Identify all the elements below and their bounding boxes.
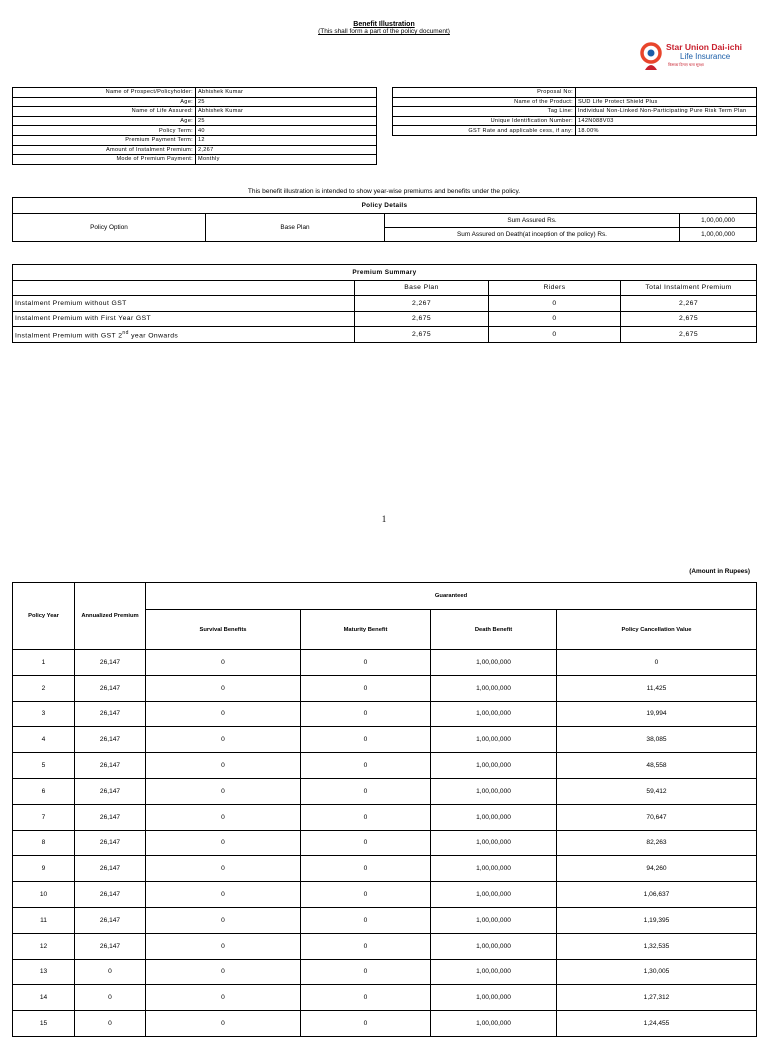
benefit-table-row [13,830,757,856]
proposer-label: Mode of Premium Payment: [13,155,196,165]
annualized-premium-cell: 26,147 [75,701,146,727]
death-benefit-cell: 1,00,00,000 [431,959,557,985]
sum-assured-death-value: 1,00,00,000 [680,228,757,242]
cancellation-value-cell: 1,27,312 [557,985,757,1011]
premium-row-cell: 0 [489,327,621,343]
product-value: SUD Life Protect Shield Plus [576,97,757,107]
maturity-benefit-cell: 0 [301,907,431,933]
survival-benefit-cell: 0 [146,959,301,985]
policy-year-cell: 3 [13,701,75,727]
benefit-table-row [13,933,757,959]
benefit-table-row [13,753,757,779]
premium-summary-row [13,311,757,327]
premium-summary-row [13,296,757,312]
proposer-row [13,107,377,117]
col-policy-cancellation-value: Policy Cancellation Value [557,610,757,650]
col-group-guaranteed: Guaranteed [146,583,757,610]
product-row [393,116,757,126]
survival-benefit-cell: 0 [146,1011,301,1037]
premium-summary-table [12,264,757,343]
maturity-benefit-cell: 0 [301,882,431,908]
logo-company-subname: Life Insurance [680,52,731,61]
benefit-table-row [13,727,757,753]
product-info-table [392,87,757,136]
survival-benefit-cell: 0 [146,727,301,753]
annualized-premium-cell: 26,147 [75,856,146,882]
policy-year-cell: 2 [13,675,75,701]
maturity-benefit-cell: 0 [301,856,431,882]
survival-benefit-cell: 0 [146,804,301,830]
product-label: Unique Identification Number: [393,116,576,126]
premium-col-riders: Riders [489,280,621,296]
policy-year-cell: 13 [13,959,75,985]
cancellation-value-cell: 38,085 [557,727,757,753]
premium-row-cell: 0 [489,311,621,327]
death-benefit-cell: 1,00,00,000 [431,856,557,882]
annualized-premium-cell: 26,147 [75,882,146,908]
premium-col-total: Total Instalment Premium [621,280,757,296]
annualized-premium-cell: 0 [75,985,146,1011]
col-survival-benefits: Survival Benefits [146,610,301,650]
cancellation-value-cell: 0 [557,650,757,676]
premium-row-label-start: Instalment Premium with GST 2 [15,331,123,339]
premium-row-label-end: year Onwards [128,331,179,339]
cancellation-value-cell: 1,24,455 [557,1011,757,1037]
maturity-benefit-cell: 0 [301,1011,431,1037]
annualized-premium-cell: 26,147 [75,907,146,933]
policy-year-cell: 11 [13,907,75,933]
maturity-benefit-cell: 0 [301,959,431,985]
death-benefit-cell: 1,00,00,000 [431,701,557,727]
proposer-label: Name of Life Assured: [13,107,196,117]
proposer-label: Age: [13,97,196,107]
death-benefit-cell: 1,00,00,000 [431,804,557,830]
sum-assured-label: Sum Assured Rs. [385,214,680,228]
death-benefit-cell: 1,00,00,000 [431,933,557,959]
product-row [393,97,757,107]
product-row [393,126,757,136]
survival-benefit-cell: 0 [146,701,301,727]
survival-benefit-cell: 0 [146,907,301,933]
product-value: Individual Non-Linked Non-Participating Pure Risk Term Plan [576,107,757,117]
premium-row-cell: 2,267 [355,296,489,312]
policy-details-heading: Policy Details [13,198,757,214]
benefit-table-row [13,856,757,882]
premium-row-cell: 0 [489,296,621,312]
col-maturity-benefit: Maturity Benefit [301,610,431,650]
cancellation-value-cell: 1,19,395 [557,907,757,933]
cancellation-value-cell: 19,994 [557,701,757,727]
proposer-row [13,116,377,126]
proposer-row [13,155,377,165]
benefit-table-row [13,985,757,1011]
product-row [393,107,757,117]
policy-option-label: Policy Option [13,214,206,242]
benefit-illustration-table [12,582,757,1037]
survival-benefit-cell: 0 [146,985,301,1011]
proposer-value: 12 [196,135,377,145]
survival-benefit-cell: 0 [146,856,301,882]
benefit-table-row [13,675,757,701]
benefit-table-row [13,959,757,985]
premium-row-cell: 2,675 [621,311,757,327]
cancellation-value-cell: 1,06,637 [557,882,757,908]
logo-company-name: Star Union Dai-ichi [666,42,743,52]
maturity-benefit-cell: 0 [301,650,431,676]
policy-year-cell: 15 [13,1011,75,1037]
policy-year-cell: 4 [13,727,75,753]
policy-year-cell: 10 [13,882,75,908]
benefit-table-row [13,804,757,830]
policy-year-cell: 1 [13,650,75,676]
proposer-label: Policy Term: [13,126,196,136]
benefit-table-row [13,778,757,804]
premium-row-label [13,327,355,343]
logo-emblem-icon [640,42,662,72]
annualized-premium-cell: 26,147 [75,650,146,676]
death-benefit-cell: 1,00,00,000 [431,778,557,804]
survival-benefit-cell: 0 [146,675,301,701]
death-benefit-cell: 1,00,00,000 [431,727,557,753]
proposer-value: Abhishek Kumar [196,107,377,117]
maturity-benefit-cell: 0 [301,675,431,701]
document-title: Benefit Illustration [353,21,415,28]
document-title-block [0,21,768,35]
proposer-row [13,88,377,98]
annualized-premium-cell: 26,147 [75,727,146,753]
annualized-premium-cell: 26,147 [75,675,146,701]
cancellation-value-cell: 59,412 [557,778,757,804]
premium-row-cell: 2,267 [621,296,757,312]
cancellation-value-cell: 11,425 [557,675,757,701]
document-subtitle: (This shall form a part of the policy document) [318,28,450,35]
premium-row-label: Instalment Premium without GST [13,296,355,312]
death-benefit-cell: 1,00,00,000 [431,1011,557,1037]
policy-year-cell: 7 [13,804,75,830]
proposer-label: Age: [13,116,196,126]
survival-benefit-cell: 0 [146,753,301,779]
maturity-benefit-cell: 0 [301,985,431,1011]
policy-year-cell: 6 [13,778,75,804]
survival-benefit-cell: 0 [146,882,301,908]
col-annualized-premium: Annualized Premium [75,583,146,650]
annualized-premium-cell: 26,147 [75,804,146,830]
proposer-value: Abhishek Kumar [196,88,377,98]
annualized-premium-cell: 26,147 [75,778,146,804]
proposer-label: Amount of Instalment Premium: [13,145,196,155]
intro-text: This benefit illustration is intended to show year-wise premiums and benefits under the policy. [247,188,521,195]
death-benefit-cell: 1,00,00,000 [431,675,557,701]
proposer-value: 25 [196,97,377,107]
product-label: Proposal No: [393,88,576,98]
annualized-premium-cell: 26,147 [75,753,146,779]
maturity-benefit-cell: 0 [301,701,431,727]
annualized-premium-cell: 0 [75,959,146,985]
maturity-benefit-cell: 0 [301,778,431,804]
annualized-premium-cell: 0 [75,1011,146,1037]
cancellation-value-cell: 1,32,535 [557,933,757,959]
policy-year-cell: 9 [13,856,75,882]
proposer-row [13,135,377,145]
sum-assured-value: 1,00,00,000 [680,214,757,228]
proposer-label: Premium Payment Term: [13,135,196,145]
death-benefit-cell: 1,00,00,000 [431,882,557,908]
survival-benefit-cell: 0 [146,933,301,959]
policy-year-cell: 5 [13,753,75,779]
benefit-table-row [13,650,757,676]
proposer-row [13,126,377,136]
premium-row-label-superscript: nd [122,329,129,336]
policy-details-table [12,197,757,242]
proposer-row [13,97,377,107]
premium-col-base-plan: Base Plan [355,280,489,296]
death-benefit-cell: 1,00,00,000 [431,753,557,779]
survival-benefit-cell: 0 [146,650,301,676]
proposer-value: 40 [196,126,377,136]
product-value: 142N088V03 [576,116,757,126]
product-value: 18.00% [576,126,757,136]
policy-option-value: Base Plan [206,214,385,242]
page-number: 1 [381,514,387,524]
survival-benefit-cell: 0 [146,778,301,804]
death-benefit-cell: 1,00,00,000 [431,650,557,676]
proposer-value: 2,267 [196,145,377,155]
cancellation-value-cell: 94,260 [557,856,757,882]
premium-row-cell: 2,675 [621,327,757,343]
company-logo [640,40,760,80]
product-label: Name of the Product: [393,97,576,107]
benefit-table-row [13,701,757,727]
proposer-row [13,145,377,155]
cancellation-value-cell: 70,647 [557,804,757,830]
annualized-premium-cell: 26,147 [75,830,146,856]
cancellation-value-cell: 48,558 [557,753,757,779]
proposer-value: 25 [196,116,377,126]
policy-year-cell: 12 [13,933,75,959]
product-row [393,88,757,98]
maturity-benefit-cell: 0 [301,830,431,856]
cancellation-value-cell: 82,263 [557,830,757,856]
benefit-table-row [13,907,757,933]
premium-row-label: Instalment Premium with First Year GST [13,311,355,327]
premium-row-cell: 2,675 [355,327,489,343]
col-policy-year: Policy Year [13,583,75,650]
death-benefit-cell: 1,00,00,000 [431,985,557,1011]
cancellation-value-cell: 1,30,005 [557,959,757,985]
amount-note: (Amount in Rupees) [689,568,750,575]
col-death-benefit: Death Benefit [431,610,557,650]
survival-benefit-cell: 0 [146,830,301,856]
maturity-benefit-cell: 0 [301,804,431,830]
policy-year-cell: 8 [13,830,75,856]
sum-assured-death-label: Sum Assured on Death(at inception of the policy) Rs. [385,228,680,242]
death-benefit-cell: 1,00,00,000 [431,830,557,856]
maturity-benefit-cell: 0 [301,753,431,779]
death-benefit-cell: 1,00,00,000 [431,907,557,933]
product-label: Tag Line: [393,107,576,117]
premium-summary-heading: Premium Summary [13,265,757,281]
premium-summary-row [13,327,757,343]
product-value [576,88,757,98]
premium-summary-blank-header [13,280,355,296]
benefit-table-row [13,882,757,908]
product-label: GST Rate and applicable cess, if any: [393,126,576,136]
maturity-benefit-cell: 0 [301,727,431,753]
annualized-premium-cell: 26,147 [75,933,146,959]
proposer-value: Monthly [196,155,377,165]
policy-year-cell: 14 [13,985,75,1011]
logo-tagline: किसका दिमाग़ चला सुरक्षा [668,63,704,67]
maturity-benefit-cell: 0 [301,933,431,959]
premium-row-cell: 2,675 [355,311,489,327]
proposer-info-table [12,87,377,165]
proposer-label: Name of Prospect/Policyholder: [13,88,196,98]
